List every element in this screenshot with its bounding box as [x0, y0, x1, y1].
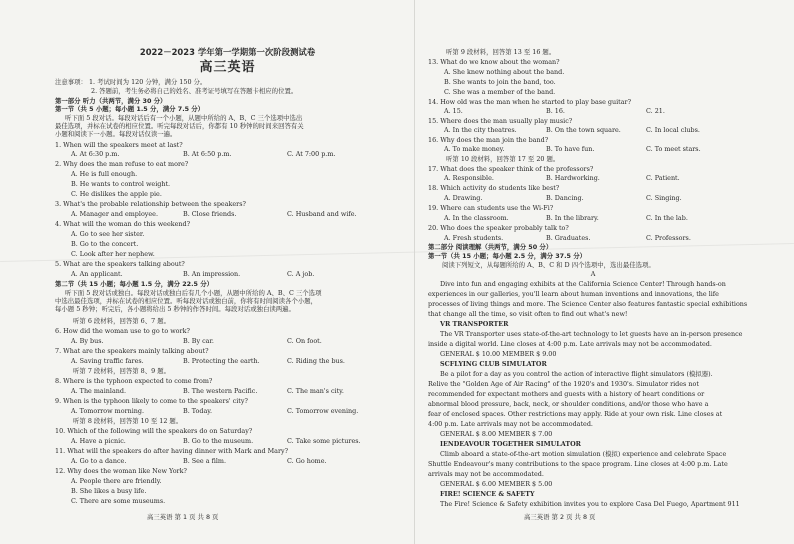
option-b[interactable]: B. In the library.: [546, 214, 599, 222]
option-a[interactable]: A. Responsible.: [444, 174, 494, 182]
section-heading: SCFLYING CLUB SIMULATOR: [440, 360, 547, 368]
option-b[interactable]: B. He wants to control weight.: [71, 180, 171, 188]
listen-7: 听第 7 段材料，回答第 8、9 题。: [73, 367, 171, 375]
notes-line-2: 2. 答题前，考生务必将自己的姓名、准考证号填写在答题卡相应的位置。: [91, 87, 298, 95]
sec2-instr-2: 中选出最佳选项，并标在试卷的相应位置。听每段对话或独白前，你将有时间阅读各个小题，: [55, 297, 318, 305]
option-c[interactable]: C. Professors.: [646, 234, 691, 242]
option-a[interactable]: A. Drawing.: [444, 194, 483, 202]
question-5: 5. What are the speakers talking about?: [55, 260, 185, 268]
passage-line: Relive the "Golden Age of Air Racing" of the 1920's and 1930's. Simulator rides not: [428, 380, 699, 388]
section-heading: FIRE! SCIENCE & SAFETY: [440, 490, 535, 498]
sec2-instr-3: 每小题 5 秒钟；听完后，各小题将给出 5 秒钟的作答时间。每段对话或独白读两遍。: [55, 305, 295, 313]
question-10: 10. Which of the following will the speakers do on Saturday?: [55, 427, 253, 435]
option-a[interactable]: A. Go to see her sister.: [71, 230, 145, 238]
option-c[interactable]: C. Singing.: [646, 194, 682, 202]
part1-sec1-title: 第一节（共 5 小题；每小题 1.5 分，满分 7.5 分）: [55, 105, 205, 113]
option-a[interactable]: A. Have a picnic.: [71, 437, 126, 445]
part1-sec2-title: 第二节（共 15 小题；每小题 1.5 分，满分 22.5 分）: [55, 280, 213, 288]
passage-line: The VR Transporter uses state-of-the-art technology to let guests have an in-person presence: [440, 330, 743, 338]
page-footer-right: 高三英语 第 2 页 共 8 页: [524, 513, 596, 521]
option-b[interactable]: B. See a film.: [183, 457, 226, 465]
question-17: 17. What does the speaker think of the professors?: [428, 165, 594, 173]
section-heading: IENDEAVOUR TOGETHER SIMULATOR: [440, 440, 581, 448]
option-a[interactable]: A. People there are friendly.: [71, 477, 162, 485]
question-14: 14. How old was the man when he started to play base guitar?: [428, 98, 632, 106]
question-3: 3. What's the probable relationship between the speakers?: [55, 200, 246, 208]
option-b[interactable]: B. Protecting the earth.: [183, 357, 260, 365]
option-a[interactable]: A. To make money.: [444, 145, 505, 153]
question-9: 9. When is the typhoon likely to come to the speakers' city?: [55, 397, 248, 405]
question-19: 19. Where can students use the Wi-Fi?: [428, 204, 554, 212]
option-b[interactable]: B. Dancing.: [546, 194, 584, 202]
option-b[interactable]: B. 16.: [546, 107, 565, 115]
option-b[interactable]: B. By car.: [183, 337, 214, 345]
page-fold: [414, 0, 415, 544]
part1-title: 第一部分 听力（共两节，满分 30 分）: [55, 97, 167, 105]
sec1-instr-3: 小题和阅读下一小题。每段对话仅读一遍。: [55, 130, 177, 138]
option-b[interactable]: B. Hardworking.: [546, 174, 600, 182]
notes-line-1: 注意事项： 1. 考试时间为 120 分钟，满分 150 分。: [55, 78, 207, 86]
option-c[interactable]: C. To meet stars.: [646, 145, 701, 153]
option-c[interactable]: C. There are some museums.: [71, 497, 166, 505]
question-6: 6. How did the woman use to go to work?: [55, 327, 190, 335]
passage-line: Climb aboard a state-of-the-art motion simulation (模拟) experience and celebrate Space: [440, 450, 727, 458]
listen-9: 听第 9 段材料，回答第 13 至 16 题。: [446, 48, 556, 56]
question-4: 4. What will the woman do this weekend?: [55, 220, 191, 228]
option-c[interactable]: C. Go home.: [287, 457, 327, 465]
option-a[interactable]: A. Tomorrow morning.: [71, 407, 145, 415]
option-a[interactable]: A. Saving traffic fares.: [71, 357, 144, 365]
part2-sec1-title: 第一节（共 15 小题；每小题 2.5 分，满分 37.5 分）: [428, 252, 586, 260]
option-c[interactable]: C. Take some pictures.: [287, 437, 361, 445]
passage-line: inside a digital world. Line closes at 4:00 p.m. Late arrivals may not be accommodated.: [428, 340, 712, 348]
option-b[interactable]: B. To have fun.: [546, 145, 595, 153]
option-b[interactable]: B. Close friends.: [183, 210, 237, 218]
option-b[interactable]: B. On the town square.: [546, 126, 621, 134]
option-c[interactable]: C. On foot.: [287, 337, 322, 345]
option-b[interactable]: B. She wants to join the band, too.: [444, 78, 556, 86]
price-line: GENERAL $ 8.00 MEMBER $ 7.00: [440, 430, 553, 438]
passage-line: recommended for expectant mothers and guests with a history of heart conditions or: [428, 390, 705, 398]
right-page: [428, 0, 758, 544]
listen-10: 听第 10 段材料，回答第 17 至 20 题。: [446, 155, 560, 163]
passage-line: that change all the time, so visit often to find out what's new!: [428, 310, 628, 318]
price-line: GENERAL $ 10.00 MEMBER $ 9.00: [440, 350, 557, 358]
passage-line: abnormal blood pressure, back, neck, or shoulder conditions, and/or those who have a: [428, 400, 709, 408]
option-c[interactable]: C. Tomorrow evening.: [287, 407, 359, 415]
question-13: 13. What do we know about the woman?: [428, 58, 560, 66]
option-c[interactable]: C. Look after her nephew.: [71, 250, 155, 258]
passage-letter: A: [590, 270, 596, 278]
sec1-instr-1: 听下面 5 段对话。每段对话后有一个小题，从题中所给的 A、B、C 三个选项中选出: [65, 114, 303, 122]
question-18: 18. Which activity do students like best?: [428, 184, 560, 192]
option-b[interactable]: B. At 6:50 p.m.: [183, 150, 232, 158]
option-b[interactable]: B. Go to the concert.: [71, 240, 139, 248]
option-b[interactable]: B. Go to the museum.: [183, 437, 254, 445]
passage-line: Be a pilot for a day as you control the action of interactive flight simulators (模拟器).: [440, 370, 713, 378]
passage-line: Dive into fun and engaging exhibits at the California Science Center! Through hands-on: [440, 280, 726, 288]
option-a[interactable]: A. In the classroom.: [444, 214, 509, 222]
option-c[interactable]: C. At 7:00 p.m.: [287, 150, 336, 158]
option-a[interactable]: A. 15.: [444, 107, 463, 115]
option-a[interactable]: A. By bus.: [71, 337, 104, 345]
option-a[interactable]: A. He is full enough.: [71, 170, 138, 178]
part2-instr: 阅读下列短文，从每题所给的 A、B、C 和 D 四个选项中，选出最佳选项。: [442, 261, 655, 269]
option-c[interactable]: C. In the lab.: [646, 214, 688, 222]
option-c[interactable]: C. The man's city.: [287, 387, 344, 395]
option-c[interactable]: C. A job.: [287, 270, 315, 278]
listen-8: 听第 8 段材料，回答第 10 至 12 题。: [73, 417, 183, 425]
sec1-instr-2: 最佳选项，并标在试卷的相应位置。听完每段对话后，你都有 10 秒钟的时间来回答有关: [55, 122, 304, 130]
part2-title: 第二部分 阅读理解（共两节，满分 50 分）: [428, 243, 553, 251]
option-a[interactable]: A. At 6:30 p.m.: [71, 150, 120, 158]
passage-line: 4:00 p.m. Late arrivals may not be accommodated.: [428, 420, 593, 428]
option-c[interactable]: C. She was a member of the band.: [444, 88, 556, 96]
option-b[interactable]: B. Graduates.: [546, 234, 591, 242]
option-b[interactable]: B. Today.: [183, 407, 213, 415]
passage-line: Shuttle Endeavour's many contributions to the space program. Line closes at 4:00 p.m. Late: [428, 460, 728, 468]
option-a[interactable]: A. Manager and employee.: [71, 210, 158, 218]
passage-line: The Fire! Science & Safety exhibition invites you to explore Casa Del Fuego, Apartment 911: [440, 500, 740, 508]
question-7: 7. What are the speakers mainly talking about?: [55, 347, 209, 355]
option-a[interactable]: A. Fresh students.: [444, 234, 504, 242]
passage-line: experiences in our galleries, you'll learn about human inventions and innovations, the life: [428, 290, 719, 298]
subject-title: 高三英语: [199, 60, 256, 75]
passage-line: arrivals may not be accommodated.: [428, 470, 544, 478]
option-c[interactable]: C. Riding the bus.: [287, 357, 345, 365]
question-1: 1. When will the speakers meet at last?: [55, 141, 183, 149]
question-11: 11. What will the speakers do after having dinner with Mark and Mary?: [55, 447, 289, 455]
option-a[interactable]: A. The mainland.: [71, 387, 126, 395]
passage-line: processes of living things and more. The Science Center also features fantastic special exhibitions: [428, 300, 748, 308]
section-heading: VR TRANSPORTER: [440, 320, 509, 328]
option-a[interactable]: A. An applicant.: [71, 270, 123, 278]
option-c[interactable]: C. 21.: [646, 107, 665, 115]
sec2-instr-1: 听下面 5 段对话或独白。每段对话或独白后有几个小题，从题中所给的 A、B、C 三个选项: [65, 289, 322, 297]
price-line: GENERAL $ 6.00 MEMBER $ 5.00: [440, 480, 553, 488]
option-a[interactable]: A. In the city theatres.: [444, 126, 517, 134]
option-a[interactable]: A. Go to a dance.: [71, 457, 127, 465]
option-c[interactable]: C. He dislikes the apple pie.: [71, 190, 162, 198]
listen-6: 听第 6 段材料，回答第 6、7 题。: [73, 317, 171, 325]
question-15: 15. Where does the man usually play music?: [428, 117, 573, 125]
question-16: 16. Why does the man join the band?: [428, 136, 549, 144]
question-20: 20. Who does the speaker probably talk to?: [428, 224, 569, 232]
option-a[interactable]: A. She knew nothing about the band.: [444, 68, 565, 76]
option-b[interactable]: B. An impression.: [183, 270, 241, 278]
option-c[interactable]: C. In local clubs.: [646, 126, 700, 134]
passage-line: fear of enclosed spaces. Other restrictions may apply. Ride at your own risk. Line closes at: [428, 410, 723, 418]
option-b[interactable]: B. She likes a busy life.: [71, 487, 147, 495]
option-c[interactable]: C. Husband and wife.: [287, 210, 357, 218]
option-c[interactable]: C. Patient.: [646, 174, 680, 182]
question-8: 8. Where is the typhoon expected to come from?: [55, 377, 213, 385]
option-b[interactable]: B. The western Pacific.: [183, 387, 258, 395]
exam-title: 2022－2023 学年第一学期第一次阶段测试卷: [139, 47, 316, 57]
page-footer-left: 高三英语 第 1 页 共 8 页: [147, 513, 219, 521]
left-page: [55, 0, 400, 544]
question-12: 12. Why does the woman like New York?: [55, 467, 187, 475]
question-2: 2. Why does the man refuse to eat more?: [55, 160, 189, 168]
